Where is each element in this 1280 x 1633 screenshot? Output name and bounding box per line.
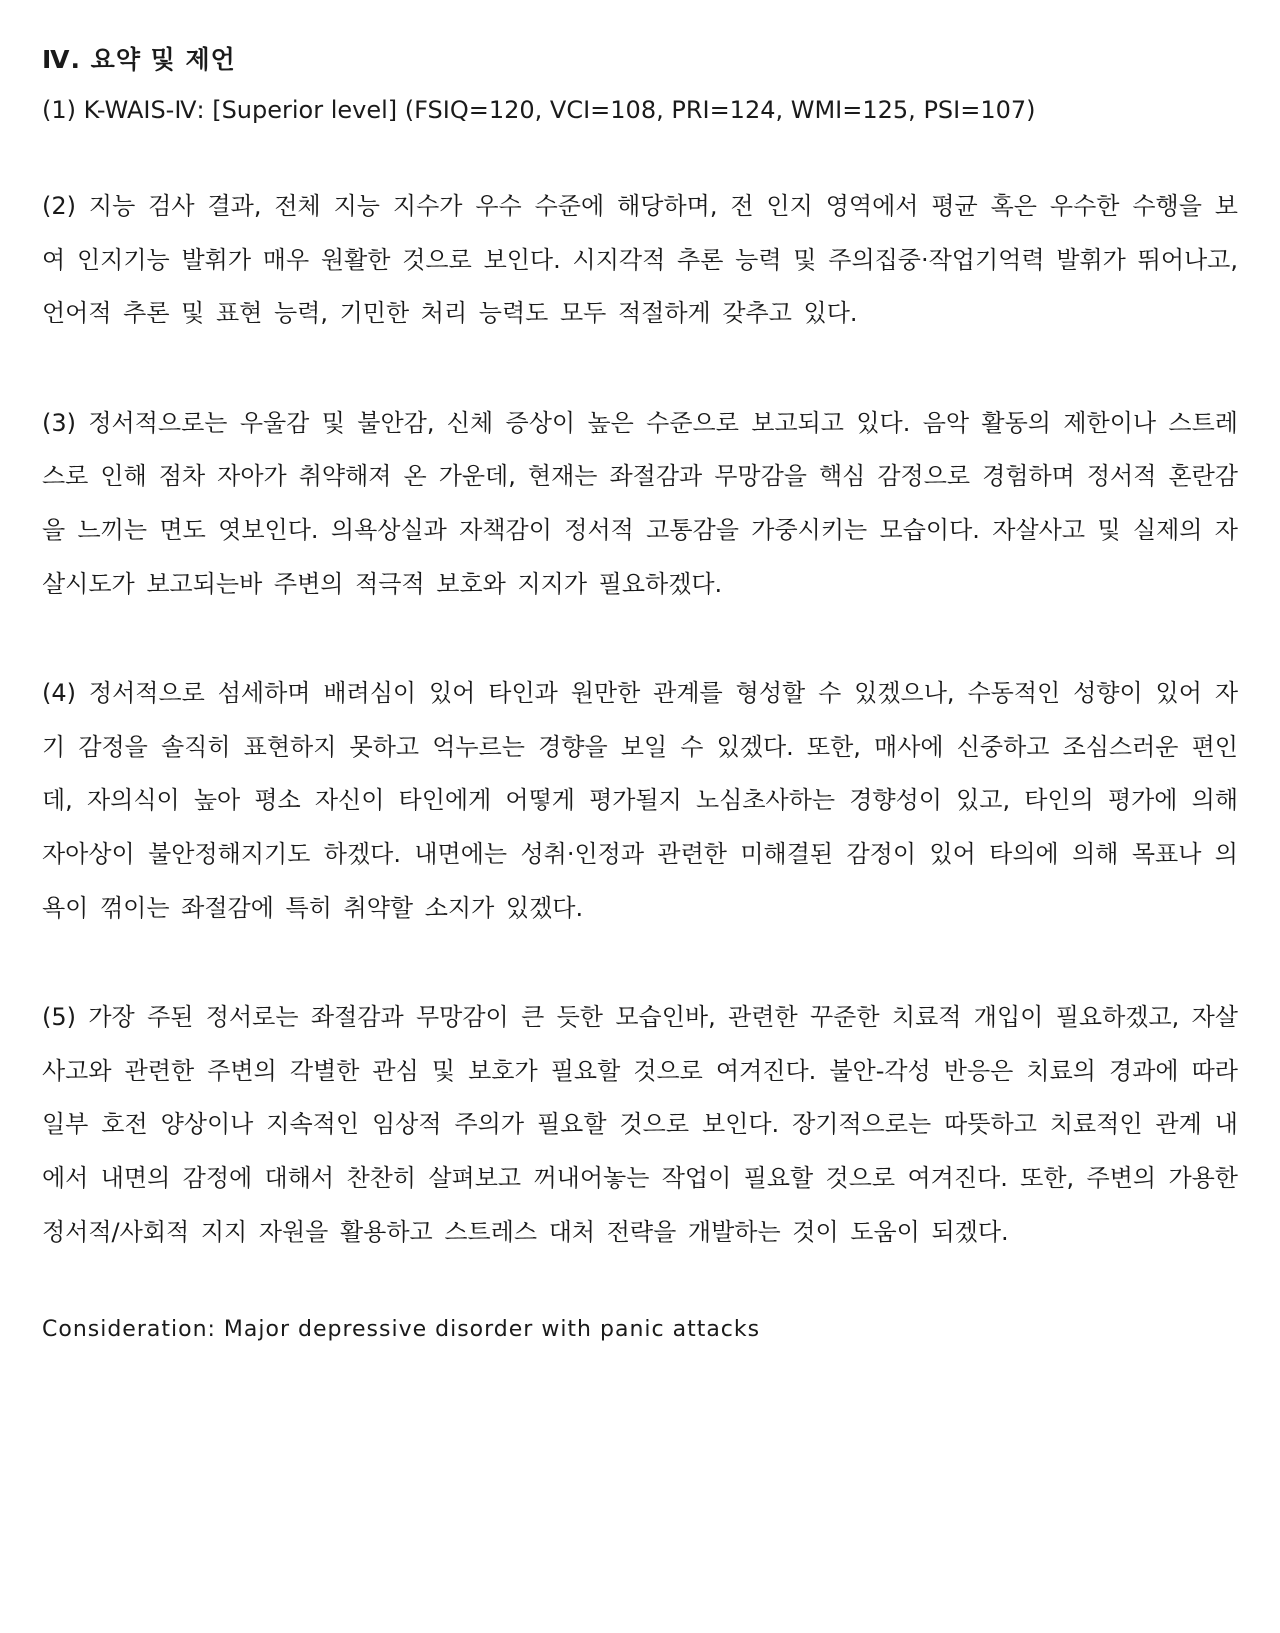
- section-title: Ⅳ. 요약 및 제언: [42, 45, 236, 74]
- item-2-intelligence-summary: (2) 지능 검사 결과, 전체 지능 지수가 우수 수준에 해당하며, 전 인지 영역에서 평균 혹은 우수한 수행을 보여 인지기능 발휘가 매우 원활한 것으로 보인다. 시지각적 추론 능력 및 주의집중·작업기억력 발휘가 뛰어나고, 언어적 추론 및 표현 능력, 기민한 처리 능력도 모두 적절하게 갖추고 있다.: [42, 192, 1238, 328]
- item-5-recommendations: (5) 가장 주된 정서로는 좌절감과 무망감이 큰 듯한 모습인바, 관련한 꾸준한 치료적 개입이 필요하겠고, 자살사고와 관련한 주변의 각별한 관심 및 보호가 필요할 것으로 여겨진다. 불안-각성 반응은 치료의 경과에 따라 일부 호전 양상이나 지속적인 임상적 주의가 필요할 것으로 보인다. 장기적으로는 따뜻하고 치료적인 관계 내에서 내면의 감정에 대해서 찬찬히 살펴보고 꺼내어놓는 작업이 필요할 것으로 여겨진다. 또한, 주변의 가용한 정서적/사회적 지지 자원을 활용하고 스트레스 대처 전략을 개발하는 것이 도움이 되겠다.: [42, 1003, 1238, 1246]
- item-1-kwais-scores: (1) K-WAIS-Ⅳ: [Superior level] (FSIQ=120, VCI=108, PRI=124, WMI=125, PSI=107): [42, 96, 1036, 124]
- consideration-diagnosis: Consideration: Major depressive disorder with panic attacks: [42, 1317, 761, 1343]
- item-4-personality-traits: (4) 정서적으로 섬세하며 배려심이 있어 타인과 원만한 관계를 형성할 수 있겠으나, 수동적인 성향이 있어 자기 감정을 솔직히 표현하지 못하고 억누르는 경향을 보일 수 있겠다. 또한, 매사에 신중하고 조심스러운 편인데, 자의식이 높아 평소 자신이 타인에게 어떻게 평가될지 노심초사하는 경향성이 있고, 타인의 평가에 의해 자아상이 불안정해지기도 하겠다. 내면에는 성취·인정과 관련한 미해결된 감정이 있어 타의에 의해 목표나 의욕이 꺾이는 좌절감에 특히 취약할 소지가 있겠다.: [42, 679, 1238, 922]
- item-3-emotional-state: (3) 정서적으로는 우울감 및 불안감, 신체 증상이 높은 수준으로 보고되고 있다. 음악 활동의 제한이나 스트레스로 인해 점차 자아가 취약해져 온 가운데, 현재는 좌절감과 무망감을 핵심 감정으로 경험하며 정서적 혼란감을 느끼는 면도 엿보인다. 의욕상실과 자책감이 정서적 고통감을 가중시키는 모습이다. 자살사고 및 실제의 자살시도가 보고되는바 주변의 적극적 보호와 지지가 필요하겠다.: [42, 408, 1238, 598]
- report-page: [42, 44, 1238, 1345]
